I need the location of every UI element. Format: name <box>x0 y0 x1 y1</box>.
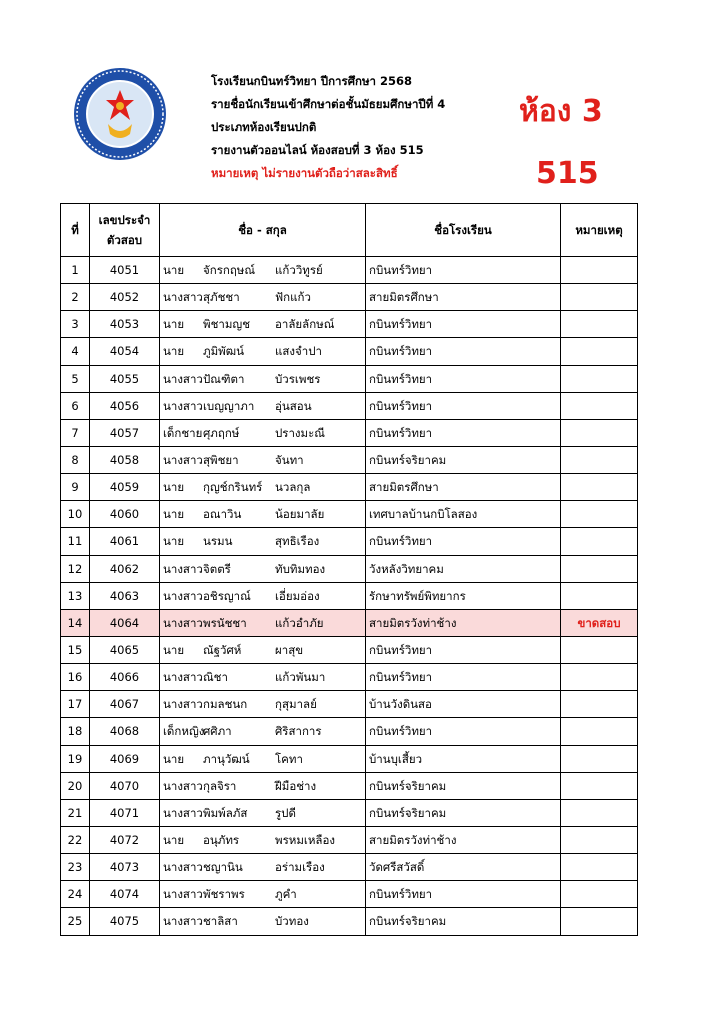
school-name: บ้านบุเสี้ยว <box>366 745 561 772</box>
last-name: ภูคำ <box>275 887 297 902</box>
name-title: นางสาว <box>163 778 203 793</box>
name-title: นางสาว <box>163 290 203 305</box>
remark <box>561 718 638 745</box>
table-row <box>61 881 638 908</box>
name-title: นางสาว <box>163 371 203 386</box>
school-name: กบินทร์จริยาคม <box>366 908 561 935</box>
exam-id: 4054 <box>90 338 160 365</box>
remark <box>561 446 638 473</box>
first-name: ปัณฑิตา <box>203 371 245 386</box>
last-name: บัวรเพชร <box>275 371 321 386</box>
exam-id: 4063 <box>90 582 160 609</box>
table-row <box>61 555 638 582</box>
student-name <box>160 257 366 284</box>
row-number: 23 <box>61 854 90 881</box>
header-class-type: ประเภทห้องเรียนปกติ <box>211 120 317 134</box>
last-name: กุสุมาลย์ <box>275 697 317 712</box>
first-name: นรมน <box>203 534 233 549</box>
row-number: 15 <box>61 636 90 663</box>
exam-id: 4053 <box>90 311 160 338</box>
last-name: แก้ววิทูรย์ <box>275 263 323 278</box>
school-name: กบินทร์จริยาคม <box>366 772 561 799</box>
student-name <box>160 772 366 799</box>
last-name: โคทา <box>275 751 303 766</box>
student-name <box>160 854 366 881</box>
name-title: นางสาว <box>163 670 203 685</box>
table-row <box>61 365 638 392</box>
student-name <box>160 284 366 311</box>
remark <box>561 664 638 691</box>
school-name: กบินทร์จริยาคม <box>366 799 561 826</box>
last-name: แก้วอำภัย <box>275 615 324 630</box>
school-name: เทศบาลบ้านกบิโลสอง <box>366 501 561 528</box>
first-name: เบญญาภา <box>203 398 255 413</box>
name-title: เด็กชาย <box>163 425 203 440</box>
first-name: ณัฐวัศห์ <box>203 643 242 658</box>
row-number: 19 <box>61 745 90 772</box>
last-name: แสงจำปา <box>275 344 322 359</box>
student-name <box>160 474 366 501</box>
row-number: 1 <box>61 257 90 284</box>
first-name: กุลจิรา <box>203 778 237 793</box>
exam-id: 4065 <box>90 636 160 663</box>
table-row <box>61 419 638 446</box>
school-name: รักษาทรัพย์พิทยากร <box>366 582 561 609</box>
row-number: 3 <box>61 311 90 338</box>
row-number: 25 <box>61 908 90 935</box>
table-header-row <box>61 204 638 257</box>
school-name: กบินทร์วิทยา <box>366 257 561 284</box>
name-title: นางสาว <box>163 805 203 820</box>
table-row <box>61 311 638 338</box>
name-title: นางสาว <box>163 697 203 712</box>
last-name: จันทา <box>275 453 304 468</box>
last-name: แก้วพันมา <box>275 670 326 685</box>
first-name: อนุภัทร <box>203 833 240 848</box>
last-name: ศิริสาการ <box>275 724 322 739</box>
row-number: 4 <box>61 338 90 365</box>
remark <box>561 338 638 365</box>
last-name: ทับทิมทอง <box>275 561 326 576</box>
header-report-info: รายงานตัวออนไลน์ ห้องสอบที่ 3 ห้อง 515 <box>211 143 424 157</box>
table-row <box>61 826 638 853</box>
first-name: ศุภฤกษ์ <box>203 425 240 440</box>
last-name: ผาสุข <box>275 643 304 658</box>
remark <box>561 582 638 609</box>
exam-id: 4069 <box>90 745 160 772</box>
room-label: ห้อง 3 <box>519 94 603 129</box>
row-number: 6 <box>61 392 90 419</box>
remark <box>561 745 638 772</box>
header-list-title: รายชื่อนักเรียนเข้าศึกษาต่อชั้นมัธยมศึกษาปีที่ 4 <box>211 97 446 111</box>
header-remark: หมายเหตุ <box>561 204 638 257</box>
table-row <box>61 854 638 881</box>
first-name: อชิรญาณ์ <box>203 588 251 603</box>
header-note: หมายเหตุ ไม่รายงานตัวถือว่าสละสิทธิ์ <box>211 166 398 180</box>
table-row <box>61 664 638 691</box>
remark <box>561 311 638 338</box>
last-name: ฝีมือช่าง <box>275 778 317 793</box>
name-title: นางสาว <box>163 615 203 630</box>
remark: ขาดสอบ <box>561 609 638 636</box>
row-number: 11 <box>61 528 90 555</box>
name-title: นาย <box>163 317 185 332</box>
name-title: นาย <box>163 480 185 495</box>
table-row <box>61 501 638 528</box>
name-title: นางสาว <box>163 914 203 929</box>
first-name: ภูมิพัฒน์ <box>203 344 244 359</box>
row-number: 13 <box>61 582 90 609</box>
table-row <box>61 908 638 935</box>
row-number: 17 <box>61 691 90 718</box>
student-name <box>160 609 366 636</box>
first-name: ภานุวัฒน์ <box>203 751 250 766</box>
name-title: นาย <box>163 751 185 766</box>
student-name <box>160 664 366 691</box>
student-name <box>160 636 366 663</box>
exam-id: 4057 <box>90 419 160 446</box>
student-name <box>160 501 366 528</box>
header-name: ชื่อ - สกุล <box>160 204 366 257</box>
row-number: 14 <box>61 609 90 636</box>
remark <box>561 284 638 311</box>
table-row <box>61 799 638 826</box>
exam-id: 4051 <box>90 257 160 284</box>
table-row <box>61 338 638 365</box>
school-name: กบินทร์วิทยา <box>366 392 561 419</box>
remark <box>561 365 638 392</box>
row-number: 8 <box>61 446 90 473</box>
school-name: สายมิตรศึกษา <box>366 284 561 311</box>
school-name: วังหลังวิทยาคม <box>366 555 561 582</box>
name-title: นาย <box>163 344 185 359</box>
student-name <box>160 881 366 908</box>
exam-id: 4071 <box>90 799 160 826</box>
school-name: วัดศรีสวัสดิ์ <box>366 854 561 881</box>
first-name: จิตตรี <box>203 561 231 576</box>
row-number: 18 <box>61 718 90 745</box>
first-name: กมลชนก <box>203 697 248 712</box>
remark <box>561 474 638 501</box>
exam-id: 4067 <box>90 691 160 718</box>
school-name: สายมิตรศึกษา <box>366 474 561 501</box>
name-title: นางสาว <box>163 588 203 603</box>
school-name: กบินทร์วิทยา <box>366 365 561 392</box>
room-number: 515 <box>536 156 599 191</box>
first-name: กุญช์กรินทร์ <box>203 480 263 495</box>
first-name: สุภัชชา <box>203 290 240 305</box>
table-row <box>61 718 638 745</box>
student-name <box>160 419 366 446</box>
first-name: พิมพ์ลภัส <box>203 805 248 820</box>
first-name: สุพิชยา <box>203 453 239 468</box>
student-name <box>160 365 366 392</box>
remark <box>561 881 638 908</box>
header-exam-id: เลขประจำตัวสอบ <box>90 204 160 257</box>
row-number: 7 <box>61 419 90 446</box>
table-row <box>61 528 638 555</box>
school-name: กบินทร์จริยาคม <box>366 446 561 473</box>
exam-id: 4064 <box>90 609 160 636</box>
first-name: ชาลิสา <box>203 914 238 929</box>
last-name: ปรางมะณี <box>275 425 325 440</box>
row-number: 2 <box>61 284 90 311</box>
remark <box>561 691 638 718</box>
table-row <box>61 257 638 284</box>
student-name <box>160 908 366 935</box>
student-name <box>160 446 366 473</box>
table-row <box>61 772 638 799</box>
header-no: ที่ <box>61 204 90 257</box>
last-name: อุ่นสอน <box>275 398 312 413</box>
first-name: ศศิภา <box>203 724 232 739</box>
first-name: พรนัชชา <box>203 615 247 630</box>
table-row <box>61 284 638 311</box>
first-name: อณาวิน <box>203 507 242 522</box>
student-name <box>160 555 366 582</box>
school-name: กบินทร์วิทยา <box>366 881 561 908</box>
school-name: บ้านวังดินสอ <box>366 691 561 718</box>
row-number: 16 <box>61 664 90 691</box>
exam-id: 4074 <box>90 881 160 908</box>
student-name <box>160 338 366 365</box>
student-name <box>160 582 366 609</box>
exam-id: 4060 <box>90 501 160 528</box>
remark <box>561 772 638 799</box>
remark <box>561 636 638 663</box>
first-name: จักรกฤษณ์ <box>203 263 256 278</box>
student-name <box>160 691 366 718</box>
exam-id: 4052 <box>90 284 160 311</box>
school-name: กบินทร์วิทยา <box>366 664 561 691</box>
school-name: สายมิตรวังท่าช้าง <box>366 826 561 853</box>
remark <box>561 501 638 528</box>
exam-id: 4061 <box>90 528 160 555</box>
last-name: อาลัยลักษณ์ <box>275 317 335 332</box>
last-name: อร่ามเรือง <box>275 860 325 875</box>
remark <box>561 555 638 582</box>
remark <box>561 826 638 853</box>
name-title: นางสาว <box>163 398 203 413</box>
name-title: นางสาว <box>163 561 203 576</box>
remark <box>561 528 638 555</box>
last-name: บัวทอง <box>275 914 309 929</box>
row-number: 12 <box>61 555 90 582</box>
last-name: รูปดี <box>275 805 296 820</box>
first-name: พัชราพร <box>203 887 245 902</box>
remark <box>561 854 638 881</box>
school-name: สายมิตรวังท่าช้าง <box>366 609 561 636</box>
first-name: ณิชา <box>203 670 228 685</box>
header-school-year: โรงเรียนกบินทร์วิทยา ปีการศึกษา 2568 <box>211 74 413 88</box>
row-number: 21 <box>61 799 90 826</box>
name-title: นาย <box>163 833 185 848</box>
exam-id: 4070 <box>90 772 160 799</box>
student-name <box>160 392 366 419</box>
exam-id: 4055 <box>90 365 160 392</box>
student-name <box>160 528 366 555</box>
school-name: กบินทร์วิทยา <box>366 419 561 446</box>
exam-id: 4056 <box>90 392 160 419</box>
remark <box>561 257 638 284</box>
remark <box>561 908 638 935</box>
remark <box>561 799 638 826</box>
row-number: 24 <box>61 881 90 908</box>
exam-id: 4059 <box>90 474 160 501</box>
school-logo <box>72 66 168 162</box>
student-name <box>160 311 366 338</box>
exam-id: 4073 <box>90 854 160 881</box>
student-table <box>60 203 638 936</box>
school-name: กบินทร์วิทยา <box>366 636 561 663</box>
student-name <box>160 745 366 772</box>
exam-id: 4068 <box>90 718 160 745</box>
exam-id: 4062 <box>90 555 160 582</box>
table-row <box>61 392 638 419</box>
last-name: พรหมเหลือง <box>275 833 335 848</box>
table-row <box>61 636 638 663</box>
student-name <box>160 799 366 826</box>
table-row <box>61 691 638 718</box>
name-title: นาย <box>163 534 185 549</box>
last-name: สุทธิเรือง <box>275 534 320 549</box>
exam-id: 4072 <box>90 826 160 853</box>
name-title: นางสาว <box>163 887 203 902</box>
school-name: กบินทร์วิทยา <box>366 311 561 338</box>
table-row <box>61 474 638 501</box>
row-number: 10 <box>61 501 90 528</box>
remark <box>561 392 638 419</box>
row-number: 9 <box>61 474 90 501</box>
exam-id: 4058 <box>90 446 160 473</box>
name-title: นาย <box>163 507 185 522</box>
exam-id: 4075 <box>90 908 160 935</box>
name-title: เด็กหญิง <box>163 724 205 739</box>
table-row <box>61 609 638 636</box>
name-title: นางสาว <box>163 860 203 875</box>
name-title: นาย <box>163 263 185 278</box>
student-name <box>160 718 366 745</box>
exam-id: 4066 <box>90 664 160 691</box>
last-name: น้อยมาลัย <box>275 507 325 522</box>
table-row <box>61 446 638 473</box>
name-title: นางสาว <box>163 453 203 468</box>
school-name: กบินทร์วิทยา <box>366 528 561 555</box>
last-name: ฟักแก้ว <box>275 290 311 305</box>
table-row <box>61 582 638 609</box>
header-school: ชื่อโรงเรียน <box>366 204 561 257</box>
row-number: 20 <box>61 772 90 799</box>
table-row <box>61 745 638 772</box>
remark <box>561 419 638 446</box>
school-name: กบินทร์วิทยา <box>366 338 561 365</box>
student-name <box>160 826 366 853</box>
last-name: เอี่ยมอ่อง <box>275 588 320 603</box>
last-name: นวลกุล <box>275 480 311 495</box>
row-number: 22 <box>61 826 90 853</box>
first-name: ชญานิน <box>203 860 243 875</box>
name-title: นาย <box>163 643 185 658</box>
row-number: 5 <box>61 365 90 392</box>
first-name: พิชามญช <box>203 317 251 332</box>
school-name: กบินทร์วิทยา <box>366 718 561 745</box>
document-header <box>211 70 445 185</box>
